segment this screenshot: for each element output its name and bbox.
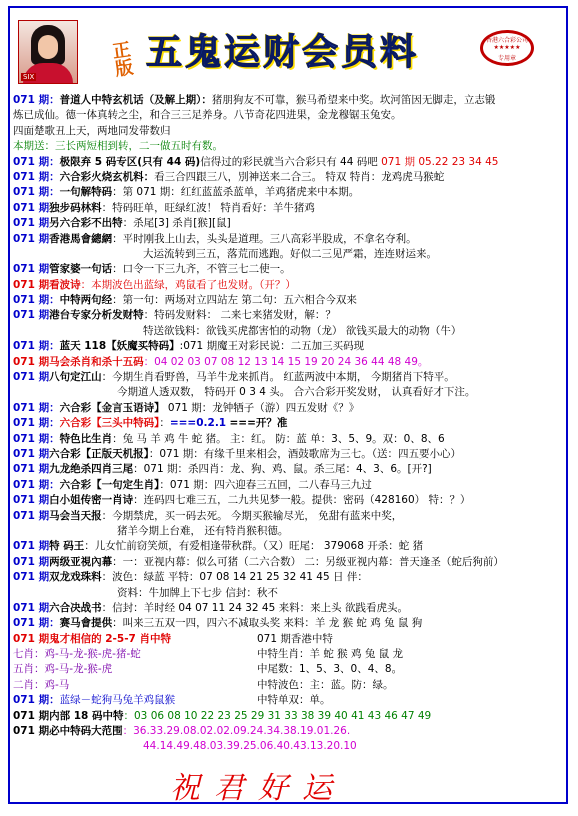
text: ：071 期：杀四肖：龙、狗、鸡、鼠。杀三尾：4、3、6。[开?] [133,463,432,476]
text: 红蓝两波中本期， [283,371,368,384]
line-28 [13,509,565,524]
line-10 [13,232,565,247]
text: 中特生肖：羊 蛇 猴 鸡 兔 鼠 龙 [257,648,404,661]
section-title: 六合彩【金言玉语诗】 [59,401,165,414]
text: 猪羊今期上台难， [117,524,201,537]
period: 071 期： [13,432,60,445]
text: 欲钱买最大的动物（牛） [345,324,462,337]
line-32 [13,570,565,585]
text: 特码开 0 3 4 头。 [204,386,291,399]
section-title: 两级亚視內幕 [49,555,113,568]
text: 认真看好才下注。 [391,386,476,399]
period: 071 期 [13,201,50,214]
text-purple: 二肖：鸡-马 [13,678,70,691]
page-title: 五鬼运财会员料 [146,32,420,73]
line-14 [13,293,565,308]
line-6 [13,170,565,185]
text: ：第一句：两场对立四站左 [112,294,239,307]
text: 379068 开杀： [323,540,399,553]
number-list: ：03 06 08 10 22 23 25 29 31 33 38 39 40 41 43 46 47 49 [123,709,432,722]
period: 071 期： [13,94,60,106]
line-9 [13,216,565,231]
line-16 [13,324,565,339]
text: ：第 071 期：红红蓝蓝杀蓝单，羊鸡猪虎来中本期。 [112,186,360,199]
period: 071 期： [13,617,60,630]
text: 中尾数：1、5、3、0、4、8。 [257,663,403,676]
text: 信得过的彩民就当六合彩只有 44 码吧 [200,155,378,168]
line-42 [13,724,565,739]
text: ：今期禁虎，买一码去死。 [101,509,228,522]
section-title: 六合彩【正版天机报】 [49,447,149,460]
period: 071 期： [13,186,60,199]
period: 071 期 [13,263,50,276]
text: 猪朋狗友不可靠，猴马希望来中奖。坎河笛因无脚走，立志锻 [211,94,496,106]
text: 密码（428160） [343,494,426,507]
text: 龙鸡虎马猴蛇 [381,170,445,183]
line-13 [13,278,565,293]
text-red: ：本期波色出蓝绿，鸡鼠看了也发财。（开？） [80,278,296,291]
period: 071 期： [13,417,60,430]
text: 今期道人透双数， [117,386,201,399]
line-41 [13,709,565,724]
text: ：一：亚视内幕：似么可猪（二六合数） [112,555,302,568]
text: ：口令一下三九齐，不管三七二使一。 [112,263,291,276]
text: 日 伴： [333,571,368,584]
period: 071 期： [13,340,60,353]
text: 来料：羊 龙 猴 蛇 鸡 兔 鼠 狗 [283,617,423,630]
text: ：信封：羊时经 04 07 11 24 32 45 来料： [101,601,311,614]
text-purple: 五肖：鸡-马-龙-猴-虎 [13,663,113,676]
text: ：平时刚我上山去，头头是道理。三八高彩半股成，不拿名夺利。 [112,232,417,245]
text: 欲践看虎头。 [344,601,408,614]
text: 防：蓝 单：3、5、9。双：0、8、6 [275,432,445,445]
line-8 [13,201,565,216]
line-21 [13,401,565,416]
line-22 [13,416,565,431]
text: 资料：牛加牌上下七步 [117,586,222,599]
section-title: 管家婆一句话 [49,263,113,276]
text: 主：红。 [229,432,272,445]
text: 今期买猴输尽光， [230,509,315,522]
line-2 [13,108,565,123]
edition-mark: 正版 [111,39,135,81]
text: 看三合四跟三八，別神送来二合三。 [154,170,323,183]
line-3 [13,124,565,139]
line-33 [13,586,565,601]
period: 071 期： [13,294,60,307]
text: 还有特肖猴积德。 [204,524,289,537]
period: 071 期 [13,494,50,507]
line-15 [13,308,565,323]
line-17 [13,339,565,354]
text: 四面楚歌丑上天，两地同发带数归 [13,124,171,137]
line-7 [13,185,565,200]
section-title: 071 期鬼才相信的 2-5-7 肖中特 [13,632,172,645]
period: 071 期： [13,170,60,183]
section-title: 白小姐传密一肖诗 [49,494,134,507]
text: 本期送：三长两短相到转，二一做五时有数。 [13,140,223,153]
text: ：071 期：有缘千里来相会，酒鼓歌席为三七。（送：四五要小心） [148,447,461,460]
period: 071 期： [13,155,60,168]
text: ： [101,571,113,584]
text: 特：？） [428,494,471,507]
text: ：特码旺单，旺绿红波！ [101,201,218,214]
period: 071 期 [13,371,50,384]
section-title: 六合彩火烧玄机料： [59,170,155,183]
avatar-caption: SIX [23,73,35,81]
section-title: 六合彩【三头中特码】 [59,417,160,430]
seal-name: 专用章 [497,55,516,62]
line-39 [13,678,565,693]
text-blue: ===0.2.1 [169,417,227,430]
seal-stamp [480,30,534,66]
text: ：杀尾[3] [122,217,169,230]
section-title: 六合决战书 [49,601,102,614]
text: 071 期香港中特 [257,632,333,645]
line-27 [13,493,565,508]
section-title: 马会当天报 [49,509,102,522]
text: 免甜有蓝来中奖， [318,509,403,522]
section-title: 独步码林料 [49,201,102,214]
header [10,8,566,92]
text: 杀肖[猴][鼠] [172,217,231,230]
text-purple: 七肖：鸡-马-龙-猴-虎-猪-蛇 [13,648,141,661]
line-4 [13,139,565,154]
line-12 [13,262,565,277]
text: ：071 期：四六迎春三五回，二八春马三九过 [159,478,372,491]
section-title: 看波诗 [49,278,81,291]
text: 二来七来猪发财，解：？ [220,309,336,322]
section-title: 极限弃 5 码专区(只有 44 码) [59,155,201,168]
line-18 [13,355,565,370]
text-red: 071 期 05.22 23 34 45 [381,155,499,168]
line-19 [13,370,565,385]
period: 071 期 [13,555,50,568]
line-5 [13,155,565,170]
text: ：今期生肖看野兽，马羊牛龙来抓肖。 [101,371,281,384]
text: 中特单双：单。 [257,694,331,707]
text: ：儿女忙前窃笑烦，有爱相逢带秋群。（又）旺尾： [84,540,321,553]
section-title: 九龙绝杀四肖三尾 [49,463,134,476]
footer-blessing: 祝君好运 [170,771,346,806]
number-list: ：36.33.29.08.02.02.09.24.34.38.19.01.26. [122,725,351,738]
text: ===开？准 [229,417,288,430]
period: 071 期 [13,217,50,230]
line-20 [13,385,565,400]
line-24 [13,447,565,462]
line-38 [13,662,565,677]
text: ：连码四七难三五，二九共见梦一般。提供： [133,494,344,507]
text: 二：另级亚视内幕：普天逢圣（蛇后狗前） [304,555,504,568]
section-title: 蓝天 118【妖魔买特码】 [59,340,180,353]
period: 071 期 [13,309,50,322]
text: 今期猪肖下特平。 [370,371,455,384]
section-title: 特 码王 [49,540,85,553]
text: ：特码发财料： [143,309,218,322]
text: 大运流转到三五，落荒而逃跑。好似二三见严霜，连连财运来。 [143,247,437,260]
text: 信封：秋不 [225,586,278,599]
period: 071 期 [13,232,50,245]
avatar [18,20,78,84]
section-title: 071 期必中特码大范围 [13,725,123,738]
period: 071 期 [13,447,50,460]
text: ： [159,417,170,430]
content [13,93,565,755]
line-34 [13,601,565,616]
line-26 [13,478,565,493]
period: 071 期 [13,571,50,584]
section-title: 中特两句经 [59,294,113,307]
line-37 [13,647,565,662]
text: 合六合彩开奖发财， [293,386,389,399]
line-1 [13,93,565,108]
line-43 [13,739,565,754]
period: 071 期 [13,509,50,522]
line-30 [13,539,565,554]
text: 蛇 猪 [398,540,424,553]
period: 071 期： [13,478,60,491]
text-blue: 蓝绿－蛇狗马兔羊鸡鼠猴 [59,694,176,707]
text: :071 期魔王对彩民说：二五加三买码现 [179,340,365,353]
line-11 [13,247,565,262]
section-title: 一句解特码 [59,186,113,199]
period: 071 期： [13,401,60,414]
line-35 [13,616,565,631]
line-29 [13,524,565,539]
text: 特双 [325,170,347,183]
text: 071 期：龙钟牺子（游）四五发财《？》 [167,401,360,414]
line-40 [13,693,565,708]
period: 071 期 [13,601,50,614]
text: 特送欲钱料：欲钱买虎都害怕的动物（龙） [143,324,343,337]
section-title: 港台专家分析发财特 [49,309,144,322]
number-list: ：04 02 03 07 08 12 13 14 15 19 20 24 36 44 48 49。 [143,355,429,368]
avatar-face [38,35,58,59]
period: 071 期 [13,540,50,553]
section-title: 特色比生肖 [59,432,113,445]
text: 中特波色：主：蓝。防：绿。 [257,678,394,691]
section-title: 八句定江山 [49,371,102,384]
section-title: 香港馬會總網 [49,232,113,245]
number-list: 44.14.49.48.03.39.25.06.40.43.13.20.10 [143,740,357,753]
period: 071 期： [13,694,60,707]
text: 特肖看好：羊牛猪鸡 [220,201,315,214]
section-title: 双龙戏珠料 [49,571,102,584]
section-title: 六合彩【一句定生肖】 [59,478,160,491]
seal-stars: ★★★★★ [493,44,521,51]
period: 071 期 [13,278,50,291]
period: 071 期 [13,463,50,476]
section-title: 普道人中特玄机话（及解上期）： [59,94,212,106]
text: 第二句：五六相合今双来 [241,294,357,307]
text: 来上头 [310,601,342,614]
seal-text: 香港六合彩公司 [485,37,528,44]
text: 波色：绿蓝 [112,571,165,584]
text: ：叫来三五双一四，四六不减取头奖 [112,617,281,630]
section-title: 另六合彩不出特 [49,217,123,230]
text: ：兔 马 羊 鸡 牛 蛇 猪。 [112,432,227,445]
line-23 [13,432,565,447]
text: 平特：07 08 14 21 25 32 41 45 [167,571,330,584]
line-36 [13,632,565,647]
section-title: 071 期马会杀肖和杀十五码 [13,355,144,368]
line-31 [13,555,565,570]
line-25 [13,462,565,477]
text: 特肖： [349,170,382,183]
section-title: 赛马會提供 [59,617,113,630]
text: 炼已成仙。德一体真转之尘，和合三三足养身。八节奇花四进果，金龙穆锯玉兔安。 [13,109,402,122]
section-title: 071 期内部 18 码中特 [13,709,124,722]
